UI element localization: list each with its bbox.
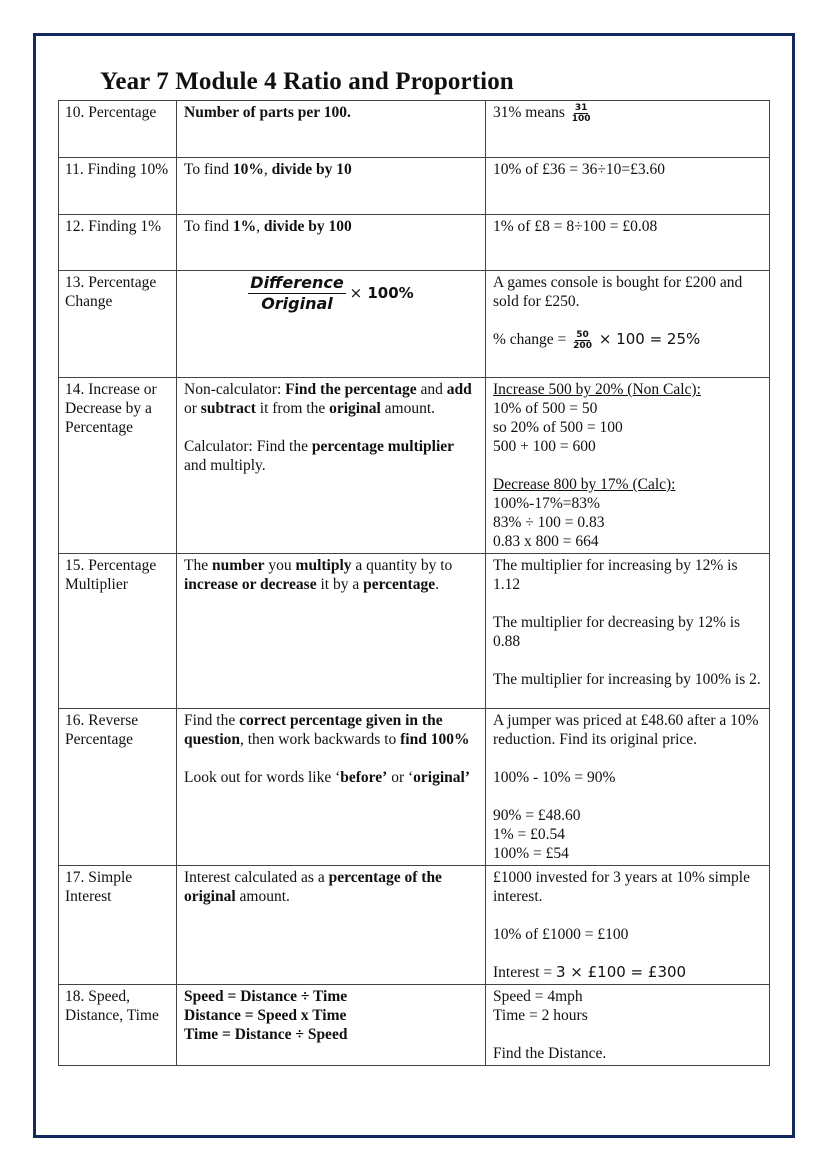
non-calculator-method [184,380,478,418]
definition-bold: 1% [232,218,257,235]
example-line: 1% = £0.54 [493,826,566,843]
example-line: The multiplier for increasing by 12% is 1.12 [493,557,738,593]
definition-text: or [184,400,201,417]
example-cell [486,554,770,709]
example-line: 10% of 500 = 50 [493,400,598,417]
table-row [59,985,770,1066]
definition-bold: Find the percentage [285,381,417,398]
spacer [493,749,762,768]
example-text: % change = [493,331,567,349]
example-line: 10% of £1000 = £100 [493,926,629,943]
topic-cell: 10. Percentage [59,101,177,158]
definition-text: Non-calculator: [184,381,286,398]
example-line: 500 + 100 = 600 [493,438,596,455]
definition-bold: multiply [295,557,352,574]
fraction-numerator: 31 [574,103,588,113]
example-line: The multiplier for increasing by 100% is 2. [493,671,761,688]
definition-text: Look out for words like ‘ [184,769,341,786]
example-line: 100%-17%=83% [493,495,600,512]
fraction [571,103,592,124]
formula-distance: Distance = Speed x Time [184,1007,347,1024]
fraction [572,330,593,351]
definition-bold: divide by 10 [271,161,352,178]
table-row [59,158,770,215]
table-row [59,215,770,271]
page-title: Year 7 Module 4 Ratio and Proportion [100,68,514,95]
spacer [184,418,478,437]
table-row [59,271,770,378]
example-cell [486,271,770,378]
definition-text: amount. [380,400,436,417]
definition-text: The [184,557,212,574]
spacer [493,594,762,613]
definition-text: , [263,161,272,178]
definition-bold: percentage of the original [184,869,442,905]
definition-cell [177,866,486,985]
example-text: A games console is bought for £200 and sold for £250. [493,274,743,310]
example-line: Speed = 4mph [493,988,583,1005]
fraction-numerator: Difference [250,273,344,292]
definition-cell [177,985,486,1066]
formula-value: 100% [367,284,414,302]
definition-bold: original’ [413,769,470,786]
example-line: Time = 2 hours [493,1007,588,1024]
definition-text: To find [184,161,233,178]
fraction-denominator: Original [261,294,333,313]
percentage-change-formula [184,273,478,314]
example-line: The multiplier for decreasing by 12% is 0.88 [493,614,741,650]
definition-bold: before’ [340,769,388,786]
definition-bold: find 100% [400,731,470,748]
formula-speed: Speed = Distance ÷ Time [184,988,348,1005]
definition-bold: subtract [200,400,256,417]
example-cell: 10% of £36 = 36÷10=£3.60 [486,158,770,215]
definition-text: and multiply. [184,457,266,474]
topic-cell: 13. Percentage Change [59,271,177,378]
topic-cell: 18. Speed, Distance, Time [59,985,177,1066]
definition-bold: correct percentage given in the question [184,712,443,748]
topic-cell: 17. Simple Interest [59,866,177,985]
spacer [493,944,762,963]
example-math: × 100 = 25% [598,330,701,349]
definition-bold: number [211,557,265,574]
spacer [184,749,478,768]
definition-text: , then work backwards to [240,731,401,748]
example-line: £1000 invested for 3 years at 10% simple interest. [493,869,750,905]
definition-text: and [416,381,447,398]
definition-text: . [435,576,439,593]
definition-bold: original [329,400,381,417]
definition-cell [177,101,486,158]
definition-text: Calculator: Find the [184,438,312,455]
knowledge-table [58,100,770,1066]
definition-text: or ‘ [387,769,414,786]
example-cell [486,985,770,1066]
spacer [493,651,762,670]
example-cell [486,101,770,158]
spacer [493,456,762,475]
example-cell: 1% of £8 = 8÷100 = £0.08 [486,215,770,271]
definition-bold: divide by 100 [263,218,352,235]
keyword-hint [184,768,478,787]
definition-bold: increase or decrease [184,576,317,593]
example-text: 31% means [493,104,565,122]
example-heading: Increase 500 by 20% (Non Calc): [493,381,701,398]
definition-text: amount. [235,888,290,905]
definition-bold: add [446,381,472,398]
example-line: 90% = £48.60 [493,807,581,824]
calculator-method [184,437,478,475]
example-line: 83% ÷ 100 = 0.83 [493,514,605,531]
topic-cell: 11. Finding 10% [59,158,177,215]
topic-cell: 16. Reverse Percentage [59,709,177,866]
fraction-denominator: 200 [573,341,592,351]
example-heading: Decrease 800 by 17% (Calc): [493,476,676,493]
definition-bold: percentage multiplier [311,438,455,455]
definition-text: it from the [255,400,330,417]
fraction-denominator: 100 [571,114,591,124]
example-cell [486,378,770,554]
spacer [493,311,762,330]
formula-time: Time = Distance ÷ Speed [184,1026,348,1043]
topic-cell: 12. Finding 1% [59,215,177,271]
definition-cell [177,215,486,271]
fraction-numerator: 50 [576,330,589,340]
spacer [493,1025,762,1044]
table-row [59,378,770,554]
example-math: 3 × £100 = £300 [555,963,687,981]
spacer [493,906,762,925]
definition-text: Number of parts per 100. [184,104,351,121]
fraction [248,273,345,314]
definition-text: Interest calculated as a [184,869,329,886]
definition-text: , [256,218,264,235]
definition-cell [177,271,486,378]
definition-text: a quantity by to [351,557,453,574]
definition-text: Find the [184,712,240,729]
topic-cell: 15. Percentage Multiplier [59,554,177,709]
definition-cell [177,709,486,866]
definition-cell [177,554,486,709]
topic-cell: 14. Increase or Decrease by a Percentage [59,378,177,554]
example-line: 100% = £54 [493,845,569,862]
example-text: Interest = [493,964,556,981]
definition-bold: 10% [232,161,264,178]
definition-text: you [264,557,296,574]
definition-bold: percentage [363,576,436,593]
example-line: 100% - 10% = 90% [493,769,616,786]
example-cell [486,709,770,866]
times-symbol: × [349,284,363,302]
example-line: 0.83 x 800 = 664 [493,533,599,550]
example-line: so 20% of 500 = 100 [493,419,623,436]
formula-tail [350,284,414,302]
percent-change-calc [493,330,762,351]
table-row [59,709,770,866]
example-cell [486,866,770,985]
example-line [493,963,762,982]
table-row [59,866,770,985]
definition-cell [177,378,486,554]
table-row [59,554,770,709]
definition-text: To find [184,218,233,235]
spacer [493,787,762,806]
reverse-method [184,711,478,749]
definition-cell [177,158,486,215]
example-line: Find the Distance. [493,1045,607,1062]
table-row [59,101,770,158]
definition-text: it by a [316,576,364,593]
example-line: A jumper was priced at £48.60 after a 10% reduction. Find its original price. [493,712,759,748]
